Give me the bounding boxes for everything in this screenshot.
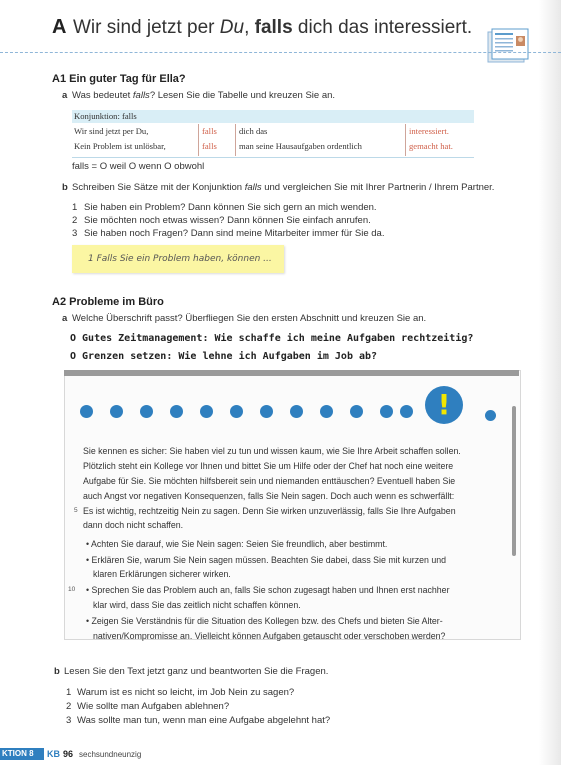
page-edge-shadow bbox=[539, 0, 561, 765]
section-letter: A bbox=[52, 16, 67, 38]
question-number: 2 bbox=[66, 701, 72, 712]
decor-dot bbox=[230, 405, 243, 418]
a1-a-label: a bbox=[62, 90, 68, 101]
article-line: dann doch nicht schaffen. bbox=[83, 520, 184, 530]
question-item: Was sollte man tun, wenn man eine Aufgabe abgelehnt hat? bbox=[77, 715, 331, 726]
a2-a-instruction: Welche Überschrift passt? Überfliegen Sie den ersten Abschnitt und kreuzen Sie an. bbox=[72, 313, 427, 324]
list-number: 3 bbox=[72, 228, 78, 239]
line-number: 5 bbox=[74, 507, 78, 514]
list-number: 1 bbox=[72, 202, 78, 213]
question-item: Wie sollte man Aufgaben ablehnen? bbox=[77, 701, 230, 712]
decor-dot bbox=[485, 410, 496, 421]
table-cell: Wir sind jetzt per Du, bbox=[74, 126, 149, 136]
table-cell: dich das bbox=[239, 126, 268, 136]
heading-choice-1[interactable]: O Gutes Zeitmanagement: Wie schaffe ich meine Aufgaben rechtzeitig? bbox=[70, 333, 474, 344]
article-line: klaren Erklärungen sicherer wirken. bbox=[93, 569, 231, 579]
list-item: Sie möchten noch etwas wissen? Dann können Sie einfach anrufen. bbox=[84, 215, 371, 226]
table-divider bbox=[198, 124, 199, 156]
question-item: Warum ist es nicht so leicht, im Job Nein zu sagen? bbox=[77, 687, 295, 698]
example-note-text: 1 Falls Sie ein Problem haben, können ... bbox=[88, 254, 272, 264]
a2-heading: A2 Probleme im Büro bbox=[52, 296, 164, 308]
title-divider bbox=[0, 52, 561, 54]
article-line: Plötzlich steht ein Kollege vor Ihnen und bittet Sie um Hilfe oder der Chef hat noch eine weitere bbox=[83, 461, 454, 471]
document-icon bbox=[486, 28, 530, 64]
conjunction-table-title: Konjunktion: falls bbox=[74, 111, 137, 121]
a1-heading: A1 Ein guter Tag für Ella? bbox=[52, 73, 186, 85]
article-box-topbar bbox=[64, 370, 519, 376]
table-cell: falls bbox=[202, 126, 217, 136]
chapter-tag-text: KTION 8 bbox=[2, 749, 34, 758]
article-line: Sie kennen es sicher: Sie haben viel zu tun und wissen kaum, wie Sie Ihre Arbeit schaffen sollen. bbox=[83, 446, 461, 456]
list-number: 2 bbox=[72, 215, 78, 226]
article-line: • Achten Sie darauf, wie Sie Nein sagen: Seien Sie freundlich, aber bestimmt. bbox=[86, 539, 388, 549]
page-number-word: sechsundneunzig bbox=[79, 750, 142, 759]
article-line: nativen/Kompromisse an. Vielleicht können Aufgaben getauscht oder verschoben werden? bbox=[93, 631, 446, 641]
decor-dot bbox=[320, 405, 333, 418]
article-line: Aufgabe für Sie. Sie möchten hilfsbereit sein und niemanden enttäuschen? Eventuell haben Sie bbox=[83, 476, 456, 486]
kb-label: KB bbox=[47, 749, 60, 759]
decor-dot bbox=[350, 405, 363, 418]
heading-choice-2[interactable]: O Grenzen setzen: Wie lehne ich Aufgaben im Job ab? bbox=[70, 351, 378, 362]
a2-b-instruction: Lesen Sie den Text jetzt ganz und beantworten Sie die Fragen. bbox=[64, 666, 329, 677]
question-number: 1 bbox=[66, 687, 72, 698]
table-cell: interessiert. bbox=[409, 126, 449, 136]
line-number: 10 bbox=[68, 586, 76, 593]
article-scrollbar[interactable] bbox=[512, 406, 516, 556]
list-item: Sie haben noch Fragen? Dann sind meine Mitarbeiter immer für Sie da. bbox=[84, 228, 385, 239]
a1-b-label: b bbox=[62, 182, 68, 193]
a2-b-label: b bbox=[54, 666, 60, 677]
article-line: • Zeigen Sie Verständnis für die Situation des Kollegen bzw. des Chefs und bieten Sie Alter- bbox=[86, 616, 443, 626]
article-line: • Erklären Sie, warum Sie Nein sagen müssen. Beachten Sie dabei, dass Sie mit kurzen und bbox=[86, 555, 447, 565]
decor-dot bbox=[80, 405, 93, 418]
a1-a-instruction: Was bedeutet falls? Lesen Sie die Tabelle und kreuzen Sie an. bbox=[72, 90, 336, 101]
decor-dot bbox=[200, 405, 213, 418]
page-title: Wir sind jetzt per Du, falls dich das interessiert. bbox=[73, 17, 473, 38]
decor-dot bbox=[400, 405, 413, 418]
decor-dot bbox=[260, 405, 273, 418]
a2-a-label: a bbox=[62, 313, 68, 324]
a1-b-instruction: Schreiben Sie Sätze mit der Konjunktion falls und vergleichen Sie mit Ihrer Partnerin / Ihrem Partner. bbox=[72, 182, 495, 193]
table-cell: gemacht hat. bbox=[409, 141, 453, 151]
table-cell: man seine Hausaufgaben ordentlich bbox=[239, 141, 362, 151]
page-number: 96 bbox=[63, 749, 74, 759]
decor-dot bbox=[110, 405, 123, 418]
question-number: 3 bbox=[66, 715, 72, 726]
table-divider bbox=[235, 124, 236, 156]
list-item: Sie haben ein Problem? Dann können Sie sich gern an mich wenden. bbox=[84, 202, 377, 213]
table-divider bbox=[405, 124, 406, 156]
falls-options[interactable]: falls = O weil O wenn O obwohl bbox=[72, 161, 205, 172]
decor-dot bbox=[290, 405, 303, 418]
decor-dot bbox=[170, 405, 183, 418]
decor-dot bbox=[140, 405, 153, 418]
exclamation-icon: ! bbox=[437, 388, 451, 421]
table-cell: Kein Problem ist unlösbar, bbox=[74, 141, 166, 151]
article-line: auch Angst vor negativen Konsequenzen, falls Sie Nein sagen. Doch auch wenn es schwerfällt: bbox=[83, 491, 455, 501]
article-line: klar wird, dass Sie das zeitlich nicht schaffen können. bbox=[93, 600, 301, 610]
article-line: • Sprechen Sie das Problem auch an, falls Sie schon zugesagt haben und Ihnen erst nachher bbox=[86, 585, 450, 595]
table-cell: falls bbox=[202, 141, 217, 151]
decor-dot bbox=[380, 405, 393, 418]
article-line: Es ist wichtig, rechtzeitig Nein zu sagen. Denn Sie wirken unzuverlässig, falls Sie Ihre Aufgaben bbox=[83, 506, 456, 516]
